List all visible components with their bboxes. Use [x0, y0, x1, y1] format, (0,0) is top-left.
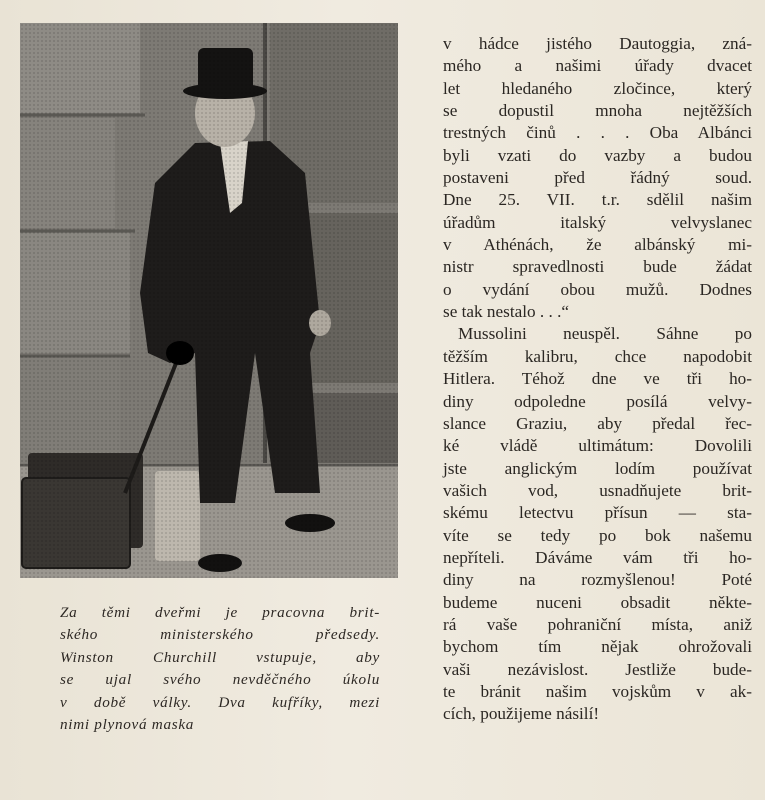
- photo-illustration: [20, 23, 398, 578]
- text-line: Hitlera. Téhož dne ve tři ho-: [443, 369, 752, 389]
- text-line: se dopustil mnoha nejtěžších: [443, 101, 752, 121]
- text-line: úřadům italský velvyslanec: [443, 212, 752, 232]
- text-line: bychom tím nějak ohrožovali: [443, 637, 752, 657]
- caption-line: Winston Churchill vstupuje, aby: [60, 648, 380, 666]
- text-line: se tak nestalo . . .“: [443, 302, 570, 322]
- photo-caption: [60, 602, 380, 736]
- caption-line: ského ministerského předsedy.: [60, 626, 380, 644]
- photo-churchill: [20, 23, 398, 578]
- text-line: te bránit našim vojskům v ak-: [443, 681, 752, 701]
- text-line: slance Graziu, aby předal řec-: [443, 413, 752, 433]
- text-line: vašich vod, usnadňujete brit-: [443, 480, 752, 500]
- caption-line: v době války. Dva kufříky, mezi: [60, 693, 380, 711]
- text-line: cích, použijeme násilí!: [443, 704, 600, 724]
- text-line: vaši nezávislost. Jestliže bude-: [443, 659, 752, 679]
- text-line: o vydání obou mužů. Dodnes: [443, 279, 752, 299]
- caption-line: se ujal svého nevděčného úkolu: [60, 671, 380, 689]
- text-line: budeme nuceni obsadit někte-: [443, 592, 752, 612]
- text-line: v Athénách, že albánský mi-: [443, 235, 752, 255]
- text-line: víte se tedy po bok našemu: [443, 525, 752, 545]
- text-line: jste anglickým lodím používat: [443, 458, 752, 478]
- text-line: těžším kalibru, chce napodobit: [443, 346, 752, 366]
- text-line: rá vaše pohraniční místa, aniž: [443, 614, 752, 634]
- text-line: v hádce jistého Dautoggia, zná-: [443, 34, 752, 53]
- text-line: let hledaného zločince, který: [443, 78, 752, 98]
- text-line: nistr spravedlnosti bude žádat: [443, 257, 752, 277]
- text-line: ké vládě ultimátum: Dovolili: [443, 436, 752, 456]
- text-line: diny odpoledne posílá velvy-: [443, 391, 752, 411]
- text-line: mého a našimi úřady dvacet: [443, 56, 752, 76]
- text-line: trestných činů . . . Oba Albánci: [443, 123, 752, 143]
- text-line: diny na rozmyšlenou! Poté: [443, 570, 752, 590]
- text-line: postaveni před řádný soud.: [443, 168, 752, 188]
- text-line: Dne 25. VII. t.r. sdělil našim: [443, 190, 752, 210]
- body-text-column: [443, 33, 752, 726]
- caption-line: nimi plynová maska: [60, 716, 195, 734]
- caption-line: Za těmi dveřmi je pracovna brit-: [60, 604, 380, 621]
- text-line: skému letectvu přísun — sta-: [443, 503, 752, 523]
- text-line: byli vzati do vazby a budou: [443, 145, 752, 165]
- paragraph-start-line: Mussolini neuspěl. Sáhne po: [458, 324, 752, 344]
- text-line: nepříteli. Dáváme vám tři ho-: [443, 547, 752, 567]
